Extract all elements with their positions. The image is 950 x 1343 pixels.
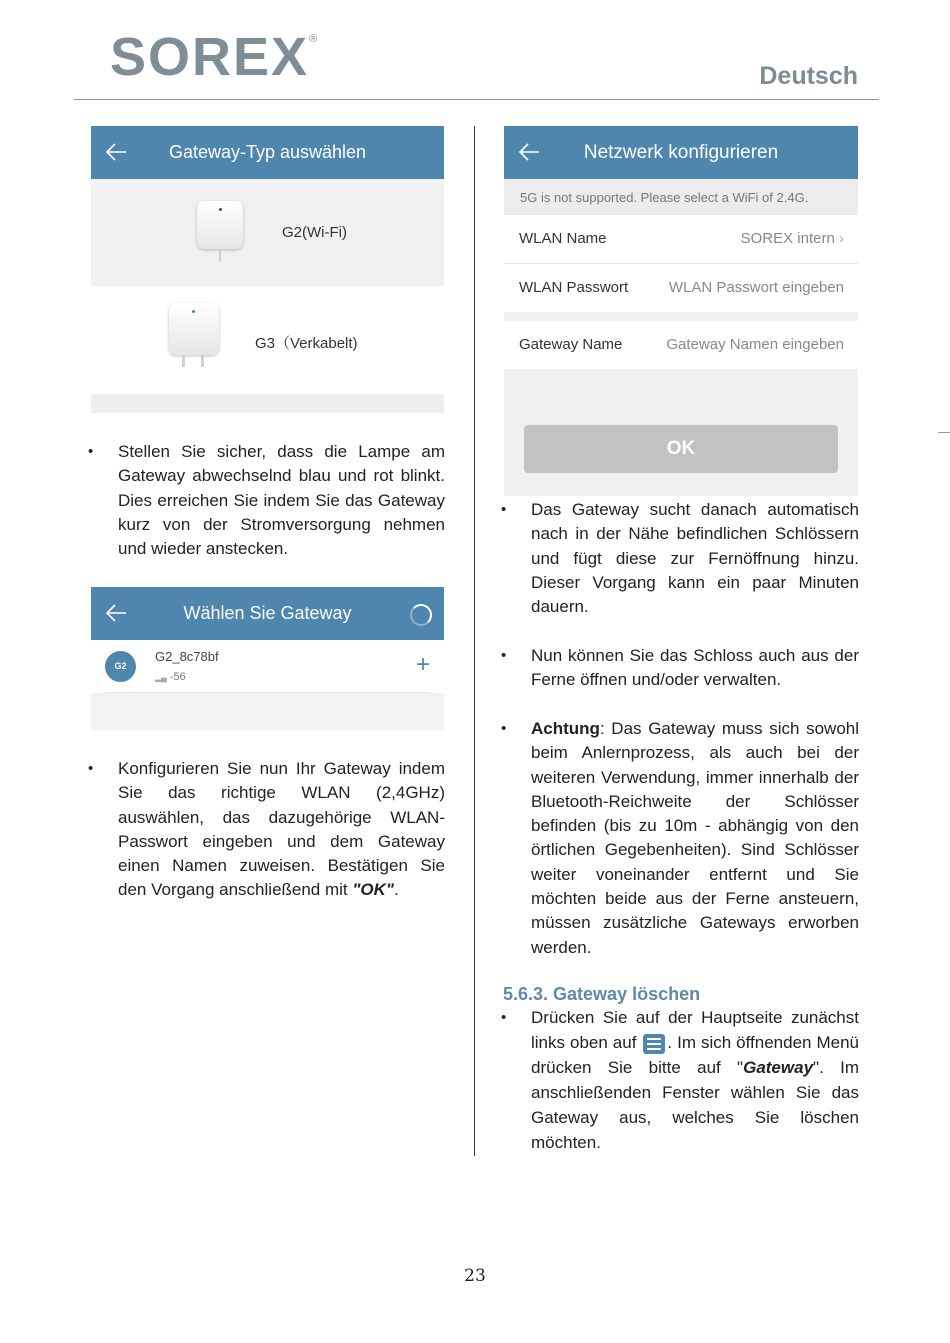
bullet-delete-gateway: • Drücken Sie auf der Hauptseite zunächst links oben auf . Im sich öffnenden Menü drücken Sie bitte auf "Gateway". Im anschließenden Fenster wählen Sie das Gateway aus, welches Sie löschen möchten. <box>501 1008 860 1152</box>
option-label: G2(Wi-Fi) <box>282 224 347 241</box>
chevron-right-icon: › <box>839 230 844 247</box>
language-label: Deutsch <box>759 62 858 90</box>
screen-title: Gateway-Typ auswählen <box>168 142 367 162</box>
option-label: G3（Verkabelt) <box>255 335 358 352</box>
wifi-notice: 5G is not supported. Please select a WiFi of 2.4G. <box>504 179 858 215</box>
option-g2[interactable] <box>91 179 444 286</box>
bottom-bar <box>91 394 444 413</box>
logo-text: SOREX <box>110 27 310 87</box>
network-config-screen <box>504 126 858 496</box>
bullet-lamp-blink: • Stellen Sie sicher, dass die Lampe am Gateway abwechselnd blau und rot blinkt. Dies erreichen Sie indem Sie das Gateway kurz von der Stromversorgung nehmen und wieder anstecken. <box>88 442 445 559</box>
bullet-attention: • Achtung: Das Gateway muss sich sowohl beim Anlernprozess, als auch bei der weiteren Verwendung, immer innerhalb der Bluetooth-Reichweite der Schlösser befinden (bis zu 10m - abhängig von den örtlichen Gegebenheiten). Sind Schlösser weiter voneinander entfernt und Sie möchten beide aus der Ferne ansteuern, müssen zusätzliche Gateways erworben werden. <box>501 719 859 957</box>
gateway-list-item[interactable] <box>91 640 444 693</box>
registered-mark: ® <box>309 33 320 45</box>
wlan-name-row[interactable] <box>504 215 858 263</box>
gateway-name-input[interactable]: Gateway Namen eingeben <box>666 336 844 353</box>
option-g3[interactable] <box>91 286 444 394</box>
gateway-name-label: Gateway Name <box>519 336 623 353</box>
wlan-name-value: SOREX intern › <box>740 230 844 247</box>
bullet-auto-search: • Das Gateway sucht danach automatisch nach in der Nähe befindlichen Schlössern und fügt diese zur Fernöffnung hinzu. Dieser Vorgang kann ein paar Minuten dauern. <box>501 500 859 617</box>
sorex-logo <box>110 27 320 87</box>
menu-icon <box>643 1034 665 1054</box>
spinner-icon <box>410 604 432 626</box>
header-divider <box>74 99 879 100</box>
gateway-avatar: G2 <box>105 651 136 682</box>
page-number: 23 <box>464 1266 486 1286</box>
gateway-device-icon <box>169 303 219 355</box>
column-divider <box>474 126 475 1156</box>
wlan-password-input[interactable]: WLAN Passwort eingeben <box>668 279 844 296</box>
app-bar <box>91 126 444 179</box>
signal-icon: ▂▄ <box>155 673 167 682</box>
wlan-name-label: WLAN Name <box>519 230 607 247</box>
bullet-configure-gateway: • Konfigurieren Sie nun Ihr Gateway indem Sie das richtige WLAN (2,4GHz) auswählen, das dazugehörige WLAN-Passwort eingeben und dem Gateway einen Namen zuweisen. Bestätigen Sie den Vorgang anschließend mit "OK". <box>88 759 445 900</box>
bullet-remote-open: • Nun können Sie das Schloss auch aus der Ferne öffnen und/oder verwalten. <box>501 646 859 690</box>
wlan-password-label: WLAN Passwort <box>519 279 629 296</box>
app-bar <box>504 126 858 179</box>
gateway-signal: ▂▄ -56 <box>155 671 186 683</box>
gateway-device-icon <box>197 201 243 249</box>
wlan-password-row[interactable] <box>504 264 858 312</box>
gateway-name: G2_8c78bf <box>155 649 219 664</box>
gateway-type-screen <box>91 126 444 413</box>
edge-mark <box>938 432 950 433</box>
section-heading: 5.6.3. Gateway löschen <box>503 984 701 1004</box>
screen-title: Wählen Sie Gateway <box>183 603 352 623</box>
screen-title: Netzwerk konfigurieren <box>583 142 779 163</box>
ok-button[interactable]: OK <box>524 425 838 473</box>
plus-icon[interactable]: + <box>415 651 430 678</box>
app-bar <box>91 587 444 640</box>
gateway-name-row[interactable] <box>504 321 858 369</box>
select-gateway-screen <box>91 587 444 730</box>
